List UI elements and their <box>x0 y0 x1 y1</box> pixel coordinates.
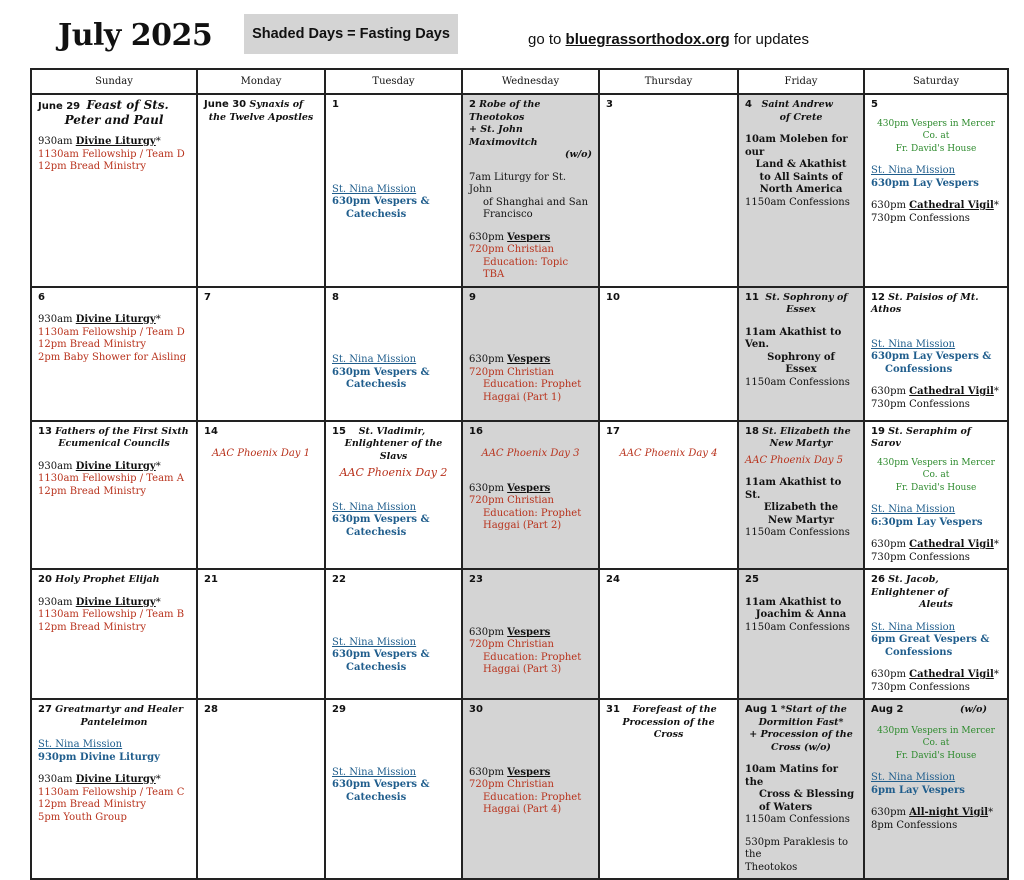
day-cell-12: 12 St. Paisios of Mt. Athos St. Nina Mission 630pm Lay Vespers & Confessions 630pm Cathedral Vigil* 730pm Confessions <box>864 287 1008 421</box>
day-cell-11: 11 St. Sophrony of Essex 11am Akathist to Ven. Sophrony of Essex 1150am Confessions <box>738 287 864 421</box>
weekday-tuesday: Tuesday <box>325 69 462 94</box>
weekday-thursday: Thursday <box>599 69 738 94</box>
day-cell-15: 15 St. Vladimir, Enlightener of the Slavs AAC Phoenix Day 2 St. Nina Mission 630pm Vespers & Catechesis <box>325 421 462 570</box>
week-row <box>31 699 1008 879</box>
day-cell-june-30: June 30 Synaxis of the Twelve Apostles <box>197 94 325 287</box>
weekday-friday: Friday <box>738 69 864 94</box>
week-row <box>31 94 1008 287</box>
weekday-sunday: Sunday <box>31 69 197 94</box>
weekday-monday: Monday <box>197 69 325 94</box>
website-link[interactable]: bluegrassorthodox.org <box>565 31 730 48</box>
day-cell-27: 27 Greatmartyr and Healer Panteleimon St. Nina Mission 930pm Divine Liturgy 930am Divine Liturgy* 1130am Fellowship / Team C 12pm Bread Ministry 5pm Youth Group <box>31 699 197 879</box>
day-cell-24: 24 <box>599 569 738 699</box>
updates-note: go to bluegrassorthodox.org for updates <box>528 31 809 48</box>
day-cell-3: 3 <box>599 94 738 287</box>
day-cell-21: 21 <box>197 569 325 699</box>
weekday-header-row <box>31 69 1008 94</box>
day-cell-31: 31 Forefeast of the Procession of the Cross <box>599 699 738 879</box>
fasting-legend: Shaded Days = Fasting Days <box>244 14 458 54</box>
day-cell-17: 17 AAC Phoenix Day 4 <box>599 421 738 570</box>
week-row <box>31 421 1008 570</box>
calendar-grid <box>30 68 1009 880</box>
day-cell-18: 18 St. Elizabeth the New Martyr AAC Phoenix Day 5 11am Akathist to St. Elizabeth the New Martyr 1150am Confessions <box>738 421 864 570</box>
day-cell-23: 23 630pm Vespers 720pm Christian Education: Prophet Haggai (Part 3) <box>462 569 599 699</box>
day-cell-10: 10 <box>599 287 738 421</box>
weekday-saturday: Saturday <box>864 69 1008 94</box>
day-cell-aug-1: Aug 1 *Start of the Dormition Fast* + Procession of the Cross (w/o) 10am Matins for the Cross & Blessing of Waters 1150am Confessions 530pm Paraklesis to the Theotokos <box>738 699 864 879</box>
day-cell-14: 14 AAC Phoenix Day 1 <box>197 421 325 570</box>
day-cell-13: 13 Fathers of the First Sixth Ecumenical Councils 930am Divine Liturgy* 1130am Fellowship / Team A 12pm Bread Ministry <box>31 421 197 570</box>
day-cell-26: 26 St. Jacob, Enlightener of Aleuts St. Nina Mission 6pm Great Vespers & Confessions 630pm Cathedral Vigil* 730pm Confessions <box>864 569 1008 699</box>
page-title: July 2025 <box>58 18 213 53</box>
day-cell-28: 28 <box>197 699 325 879</box>
day-cell-4: 4 Saint Andrew of Crete 10am Moleben for our Land & Akathist to All Saints of North America 1150am Confessions <box>738 94 864 287</box>
day-cell-aug-2: Aug 2 (w/o) 430pm Vespers in Mercer Co. at Fr. David's House St. Nina Mission 6pm Lay Vespers 630pm All-night Vigil* 8pm Confessions <box>864 699 1008 879</box>
day-cell-6: 6 930am Divine Liturgy* 1130am Fellowship / Team D 12pm Bread Ministry 2pm Baby Shower for Aisling <box>31 287 197 421</box>
day-cell-16: 16 AAC Phoenix Day 3 630pm Vespers 720pm Christian Education: Prophet Haggai (Part 2) <box>462 421 599 570</box>
day-cell-29: 29 St. Nina Mission 630pm Vespers & Catechesis <box>325 699 462 879</box>
day-cell-30: 30 630pm Vespers 720pm Christian Education: Prophet Haggai (Part 4) <box>462 699 599 879</box>
day-cell-20: 20 Holy Prophet Elijah 930am Divine Liturgy* 1130am Fellowship / Team B 12pm Bread Ministry <box>31 569 197 699</box>
day-cell-25: 25 11am Akathist to Joachim & Anna 1150am Confessions <box>738 569 864 699</box>
day-cell-19: 19 St. Seraphim of Sarov 430pm Vespers in Mercer Co. at Fr. David's House St. Nina Mission 6:30pm Lay Vespers 630pm Cathedral Vigil* 730pm Confessions <box>864 421 1008 570</box>
day-cell-2: 2 Robe of the Theotokos + St. John Maximovitch (w/o) 7am Liturgy for St. John of Shanghai and San Francisco 630pm Vespers 720pm Christian Education: Topic TBA <box>462 94 599 287</box>
week-row <box>31 287 1008 421</box>
day-cell-5: 5 430pm Vespers in Mercer Co. at Fr. David's House St. Nina Mission 630pm Lay Vespers 630pm Cathedral Vigil* 730pm Confessions <box>864 94 1008 287</box>
day-cell-1: 1 St. Nina Mission 630pm Vespers & Catechesis <box>325 94 462 287</box>
day-cell-7: 7 <box>197 287 325 421</box>
weekday-wednesday: Wednesday <box>462 69 599 94</box>
day-cell-9: 9 630pm Vespers 720pm Christian Education: Prophet Haggai (Part 1) <box>462 287 599 421</box>
day-cell-8: 8 St. Nina Mission 630pm Vespers & Catechesis <box>325 287 462 421</box>
day-cell-june-29: June 29 Feast of Sts. Peter and Paul 930am Divine Liturgy* 1130am Fellowship / Team D 12pm Bread Ministry <box>31 94 197 287</box>
week-row <box>31 569 1008 699</box>
day-cell-22: 22 St. Nina Mission 630pm Vespers & Catechesis <box>325 569 462 699</box>
